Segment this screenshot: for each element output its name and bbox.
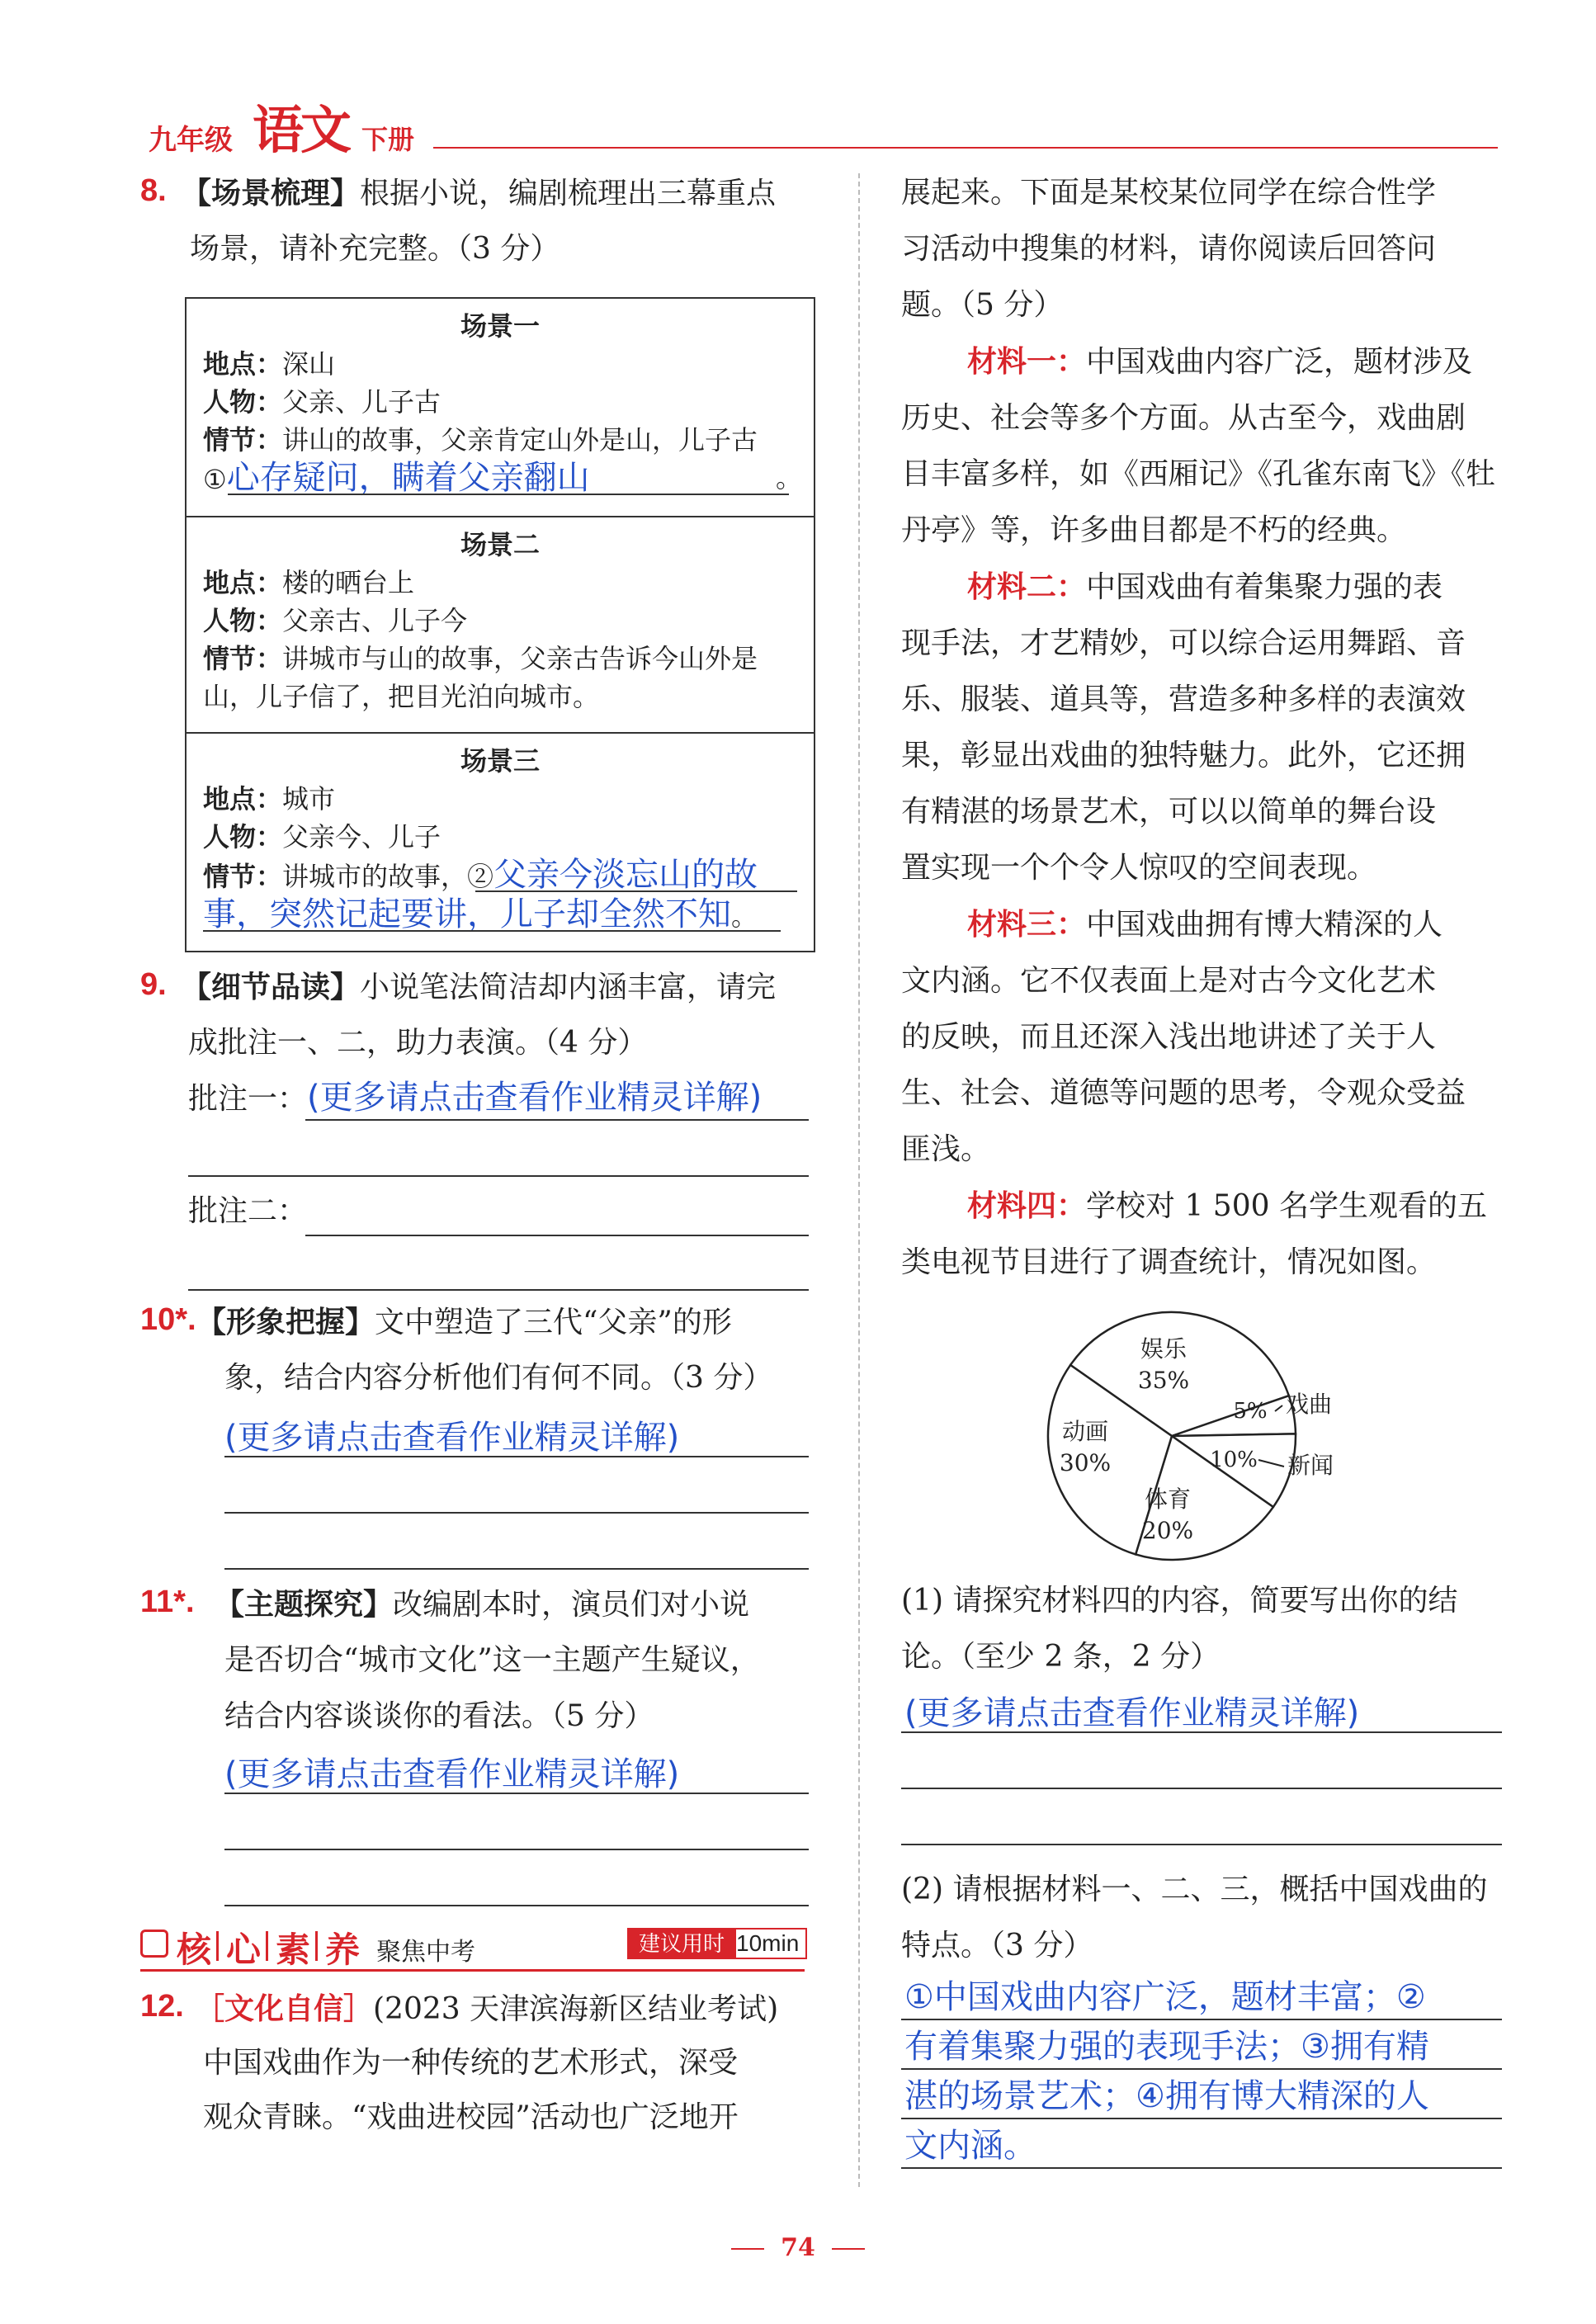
scene-2-people: 人物：父亲古、儿子今 — [203, 605, 468, 636]
intro-line-2: 习活动中搜集的材料，请你阅读后回答问 — [901, 232, 1437, 266]
header-subject: 语文 — [253, 100, 349, 160]
scene-2-title: 场景二 — [460, 529, 540, 560]
pie-value-戏曲: 5% — [1233, 1399, 1268, 1424]
page-footer — [0, 2233, 1596, 2262]
sub2-line-1 — [901, 2019, 1502, 2020]
scene-2-plot-cont: 山，儿子信了，把目光泊向城市。 — [203, 681, 600, 712]
q12-number: 12. — [140, 1989, 184, 2024]
scene-3 — [187, 734, 814, 949]
pie-value-体育: 20% — [1141, 1517, 1194, 1544]
scene-3-place: 地点：城市 — [203, 783, 336, 815]
q10-number: 10*. — [140, 1302, 196, 1337]
section-char-3: 素 — [276, 1930, 311, 1970]
pie-label-娱乐: 娱乐 — [1140, 1335, 1188, 1363]
header-rule — [433, 147, 1498, 149]
scene-1-answer-line: ①心存疑问，瞒着父亲翻山 。 — [203, 459, 802, 497]
q10-answer-line-2 — [224, 1512, 809, 1514]
scene-1-answer: 心存疑问，瞒着父亲翻山 — [226, 459, 590, 497]
sub2-line-2 — [901, 2068, 1502, 2070]
q8-number: 8. — [140, 173, 167, 208]
pie-label-新闻: 新闻 — [1287, 1452, 1334, 1479]
pie-value-新闻: 10% — [1210, 1448, 1258, 1472]
sub2-line-4 — [901, 2167, 1502, 2169]
pie-label-戏曲: 戏曲 — [1286, 1391, 1333, 1418]
q12-line1: 中国戏曲作为一种传统的艺术形式，深受 — [203, 2046, 739, 2080]
q9-answer-line-2 — [188, 1175, 809, 1177]
right-column — [901, 165, 1512, 1291]
q10-line2: 象，结合内容分析他们有何不同。（3 分） — [224, 1361, 773, 1395]
scene-1-title: 场景一 — [460, 310, 540, 342]
section-subtitle: 聚焦中考 — [376, 1938, 475, 1967]
q12-heading: ［文化自信］(2023 天津滨海新区结业考试) — [195, 1991, 779, 2026]
section-banner — [140, 1923, 805, 1972]
intro-line-3: 题。（5 分） — [901, 288, 1064, 322]
scene-3-plot-cont: 事，突然记起要讲，儿子却全然不知。 — [203, 895, 797, 935]
page-number: 74 — [781, 2233, 815, 2262]
q11-stem: 【主题探究】改编剧本时，演员们对小说 — [215, 1587, 750, 1622]
section-icon — [140, 1930, 168, 1958]
intro-line-1: 展起来。下面是某校某位同学在综合性学 — [901, 176, 1437, 210]
scene-1-place: 地点：深山 — [203, 348, 336, 380]
section-char-2: 心 — [226, 1930, 262, 1970]
q10-answer-line-1 — [224, 1456, 809, 1457]
scene-3-people: 人物：父亲今、儿子 — [203, 821, 441, 853]
sub1-answer: (更多请点击查看作业精灵详解) — [904, 1694, 1360, 1732]
q10-answer-line-3 — [224, 1568, 809, 1570]
sub1-line-1 — [901, 1731, 1502, 1733]
pie-value-动画: 30% — [1059, 1449, 1112, 1476]
time-badge-label: 建议用时 — [627, 1928, 736, 1959]
material-2: 材料二：中国戏曲有着集聚力强的表 现手法，才艺精妙，可以综合运用舞蹈、音 乐、服装、道具等，营造多种多样的表演效 果，彰显出戏曲的独特魅力。此外，它还拥 有精湛的场景艺术，可以以简单的舞台设 置实现一个个令人惊叹的空间表现。 — [901, 569, 1466, 885]
pie-label-体育: 体育 — [1144, 1486, 1192, 1513]
q11-answer-line-3 — [224, 1905, 809, 1906]
section-rule — [140, 1969, 805, 1972]
q9-answer-line-3 — [305, 1235, 809, 1236]
header-grade: 九年级 — [149, 125, 233, 156]
q8-stem — [182, 165, 825, 222]
pie-label-动画: 动画 — [1061, 1418, 1109, 1445]
q11-number: 11*. — [140, 1585, 195, 1619]
q8-tag: 【场景梳理】 — [182, 176, 361, 210]
pie-value-娱乐: 35% — [1137, 1367, 1190, 1394]
scene-3-plot: 情节：讲城市的故事，②父亲今淡忘山的故 — [203, 856, 797, 895]
section-char-4: 养 — [325, 1930, 361, 1970]
pie-chart — [1023, 1304, 1419, 1568]
material-4: 材料四：学校对 1 500 名学生观看的五 类电视节目进行了调查统计，情况如图。 — [901, 1188, 1487, 1279]
scene-table — [185, 297, 815, 952]
q9-note2: 批注二： — [188, 1194, 308, 1228]
header-volume: 下册 — [361, 125, 415, 154]
q11-answer-line-1 — [224, 1793, 809, 1794]
q9-answer-line-4 — [188, 1289, 809, 1291]
material-3: 材料三：中国戏曲拥有博大精深的人 文内涵。它不仅表面上是对古今文化艺术 的反映，而且还深入浅出地讲述了关于人 生、社会、道德等问题的思考，令观众受益 匪浅。 — [901, 907, 1466, 1166]
scene-3-title: 场景三 — [460, 745, 540, 777]
sub1-line-3 — [901, 1844, 1502, 1845]
column-divider — [858, 173, 860, 2187]
q11-answer: (更多请点击查看作业精灵详解) — [224, 1755, 680, 1793]
q9-answer-line-1 — [305, 1119, 809, 1121]
scene-3-answer-2: 事，突然记起要讲，儿子却全然不知 — [203, 895, 731, 933]
sub-question-2: (2) 请根据材料一、二、三，概括中国戏曲的 特点。（3 分） — [901, 1873, 1488, 1963]
section-sep-3 — [315, 1931, 318, 1961]
material-1: 材料一：中国戏曲内容广泛，题材涉及 历史、社会等多个方面。从古至今，戏曲剧 目丰富多样，如《西厢记》《孔雀东南飞》《牡 丹亭》等，许多曲目都是不朽的经典。 — [901, 344, 1496, 547]
q9-note1: 批注一：(更多请点击查看作业精灵详解) — [188, 1079, 763, 1117]
time-badge-value: 10min — [728, 1928, 807, 1959]
q8-line1: 根据小说，编剧梳理出三幕重点 — [360, 177, 777, 210]
q10-stem: 【形象把握】文中塑造了三代“父亲”的形 — [196, 1305, 732, 1339]
sub2-answer: ①中国戏曲内容广泛，题材丰富；② 有着集聚力强的表现手法；③拥有精 湛的场景艺术；④拥有博大精深的人 文内涵。 — [904, 1978, 1429, 2165]
q9-line2: 成批注一、二，助力表演。（4 分） — [188, 1026, 648, 1060]
q11-line2: 是否切合“城市文化”这一主题产生疑议， — [224, 1643, 760, 1677]
sub2-line-3 — [901, 2118, 1502, 2119]
q9-number: 9. — [140, 967, 167, 1002]
sub-question-1: (1) 请探究材料四的内容，简要写出你的结 论。（至少 2 条，2 分） — [901, 1584, 1458, 1674]
scene-2-plot: 情节：讲城市与山的故事，父亲古告诉今山外是 — [203, 643, 758, 674]
q11-answer-line-2 — [224, 1849, 809, 1850]
q9-note1-answer: (更多请点击查看作业精灵详解) — [307, 1079, 763, 1117]
scene-3-answer-1: 父亲今淡忘山的故 — [493, 856, 758, 894]
section-char-1: 核 — [177, 1930, 212, 1970]
scene-1-people: 人物：父亲、儿子古 — [203, 386, 441, 418]
scene-1 — [187, 299, 814, 517]
q11-line3: 结合内容谈谈你的看法。（5 分） — [224, 1699, 654, 1733]
section-sep-2 — [266, 1931, 268, 1961]
scene-2 — [187, 517, 814, 734]
q9-stem: 【细节品读】小说笔法简洁却内涵丰富，请完 — [182, 970, 777, 1004]
scene-1-plot: 情节：讲山的故事，父亲肯定山外是山，儿子古 — [203, 424, 758, 456]
q8-line2: 场景，请补充完整。（3 分） — [190, 232, 560, 266]
q12-line2: 观众青睐。“戏曲进校园”活动也广泛地开 — [203, 2100, 739, 2134]
page-header — [140, 89, 1502, 160]
section-sep-1 — [216, 1931, 219, 1961]
scene-2-place: 地点：楼的晒台上 — [203, 567, 415, 598]
q10-answer: (更多请点击查看作业精灵详解) — [224, 1419, 680, 1457]
sub1-line-2 — [901, 1788, 1502, 1789]
